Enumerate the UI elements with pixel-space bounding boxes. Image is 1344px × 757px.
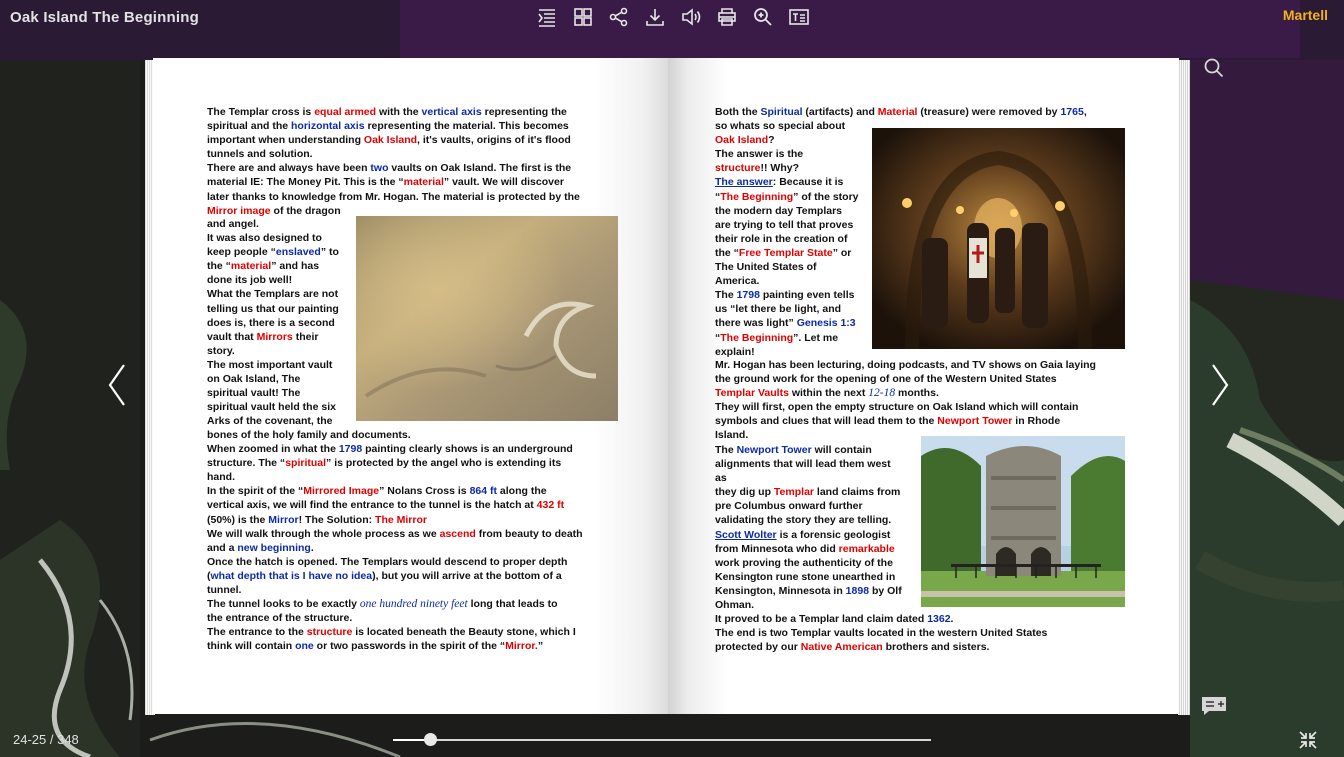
text-run: 1798	[736, 289, 760, 302]
text-run: ), but you will arrive at the bottom of a	[372, 569, 562, 582]
text-run: is a forensic geologist	[776, 528, 891, 541]
text-line	[207, 625, 627, 639]
text-run: Genesis 1:3	[796, 317, 856, 330]
left-text-block-3	[207, 428, 627, 654]
text-line	[715, 414, 1135, 428]
text-run: Newport Tower	[736, 444, 812, 456]
text-run: The tunnel looks to be exactly	[207, 598, 360, 611]
book-right-edge	[1178, 60, 1190, 715]
text-line	[207, 330, 357, 344]
text-run: pre Columbus onward further	[715, 500, 863, 513]
text-run: ” vault. We will discover	[443, 176, 564, 189]
text-run: The United States of	[715, 261, 817, 274]
text-run: The	[715, 289, 737, 302]
text-run: does is, there is a second	[207, 316, 335, 329]
previous-page-icon[interactable]	[106, 362, 128, 408]
thumbnails-button[interactable]	[567, 4, 599, 30]
text-run: We will walk through the whole process as we	[207, 527, 440, 540]
text-run: new beginning	[237, 541, 311, 554]
text-run: vaults on Oak Island. The first is the	[388, 162, 572, 175]
download-button[interactable]	[639, 4, 671, 30]
text-line	[207, 217, 357, 231]
text-line	[207, 358, 357, 372]
text-run: structure	[715, 162, 761, 175]
text-run: vault that	[207, 330, 257, 343]
text-run: the modern day Templars	[715, 204, 843, 217]
text-run: America.	[715, 275, 760, 288]
text-line	[207, 245, 357, 259]
text-run: spiritual and the	[207, 120, 292, 133]
text-run: (treasure) were removed by	[917, 106, 1061, 118]
text-run: us “let there be light, and	[715, 303, 842, 316]
tunnel-torch-image	[872, 128, 1125, 349]
text-run: spiritual vault held the six	[207, 401, 336, 414]
text-run: ascend	[439, 527, 476, 540]
text-run: representing the material. This becomes	[364, 120, 569, 133]
next-page-icon[interactable]	[1209, 362, 1231, 408]
text-run: the entrance of the structure.	[207, 612, 353, 625]
table-of-contents-button[interactable]	[531, 4, 563, 30]
text-run: What the Templars are not	[207, 288, 339, 301]
text-run: 1362	[927, 613, 951, 625]
text-line	[207, 133, 627, 147]
text-run: months.	[895, 387, 939, 400]
toolbar	[531, 4, 815, 30]
text-run: ”. Let me	[793, 331, 839, 344]
sound-button[interactable]	[675, 4, 707, 30]
text-run: and a	[207, 541, 238, 554]
text-run: Arks of the covenant, the	[207, 415, 333, 428]
sound-icon	[680, 6, 702, 28]
left-text-block-2	[207, 217, 357, 428]
text-run: material	[230, 260, 272, 273]
text-view-button[interactable]	[783, 4, 815, 30]
text-run: hand.	[207, 471, 235, 484]
text-run: ” to	[320, 246, 339, 259]
text-run: land claims from	[814, 486, 901, 499]
text-run: spiritual	[285, 457, 327, 470]
text-line	[715, 372, 1135, 386]
text-line	[207, 344, 357, 358]
text-line	[715, 570, 930, 584]
text-run: and angel.	[207, 218, 259, 230]
text-line	[715, 513, 930, 527]
text-line	[715, 528, 930, 542]
page-indicator: 24-25 / 348	[13, 732, 79, 747]
text-run: ” of the story	[793, 190, 859, 203]
text-line	[207, 231, 357, 245]
text-line	[715, 386, 1135, 400]
text-run: long that leads to	[467, 598, 558, 611]
text-run: enslaved	[275, 246, 321, 259]
text-run: Island.	[715, 429, 749, 442]
text-run: The Beginning	[720, 331, 794, 344]
text-run: important when understanding	[207, 134, 364, 147]
text-run: The answer is the	[715, 148, 804, 161]
text-run: “	[715, 331, 721, 344]
text-run: one	[295, 640, 314, 653]
print-icon	[716, 6, 738, 28]
text-line	[207, 513, 627, 527]
text-run: ” and has	[271, 260, 320, 273]
text-run: The most important vault	[207, 358, 333, 371]
text-run: what depth that is I have no idea	[210, 569, 373, 582]
text-run: Mirrors	[256, 330, 293, 343]
text-run: so whats so special about	[715, 120, 846, 133]
text-run: Newport Tower	[937, 415, 1013, 428]
page-slider-handle[interactable]	[424, 733, 437, 746]
text-line	[207, 287, 357, 301]
text-run: with the	[376, 106, 422, 118]
text-run: the ground work for the opening of one of the Western United States	[715, 373, 1057, 386]
text-run: equal armed	[314, 106, 377, 118]
text-run: They will first, open the empty structure on Oak Island which will contain	[715, 401, 1079, 414]
text-line	[207, 498, 627, 512]
text-run: tunnels and solution.	[207, 148, 313, 161]
add-note-icon[interactable]	[1201, 696, 1227, 716]
text-run: It proved to be a Templar land claim dated	[715, 613, 928, 625]
text-line	[715, 598, 930, 612]
text-line	[207, 569, 627, 583]
text-run: ! The Solution:	[298, 513, 376, 526]
text-run: telling us that our painting	[207, 302, 339, 315]
text-run: brothers and sisters.	[882, 641, 990, 654]
text-line	[207, 639, 627, 653]
text-run: , it's vaults, origins of it's flood	[417, 134, 571, 147]
text-line	[207, 484, 627, 498]
text-line	[715, 443, 930, 457]
text-line	[715, 584, 930, 598]
text-line	[207, 259, 357, 273]
text-line	[715, 499, 930, 513]
text-run: Scott Wolter	[715, 528, 777, 541]
text-line	[715, 626, 1135, 640]
text-run: Mirror	[268, 513, 299, 526]
text-run: Ohman.	[715, 599, 755, 612]
text-run: 432 ft	[536, 499, 565, 512]
text-run: “	[715, 190, 721, 203]
text-run: Mirror image	[207, 204, 271, 217]
text-line	[715, 358, 1135, 372]
text-run: The	[715, 444, 737, 456]
text-run: in Rhode	[1012, 415, 1061, 428]
text-run: their role in the creation of	[715, 232, 848, 245]
text-run: symbols and clues that will lead them to the	[715, 415, 938, 428]
text-run: : Because it is	[772, 176, 844, 189]
text-line	[715, 612, 1135, 626]
text-run: (50%) is the	[207, 513, 269, 526]
text-run: material IE: The Money Pit. This is the “	[207, 176, 404, 189]
text-run: the “	[715, 246, 739, 259]
text-run: 1765	[1060, 106, 1084, 118]
text-run: 1798	[338, 443, 363, 456]
text-run: are trying to tell that proves	[715, 218, 854, 231]
print-button[interactable]	[711, 4, 743, 30]
share-icon	[608, 6, 630, 28]
text-line	[207, 161, 627, 175]
text-run: The answer	[715, 176, 773, 189]
text-run: There are and always have been	[207, 162, 371, 175]
text-run: Kensington, Minnesota in	[715, 584, 846, 597]
text-run: work proving the authenticity of the	[715, 556, 893, 569]
exit-fullscreen-icon[interactable]	[1297, 729, 1319, 751]
text-run: The entrance to the	[207, 626, 307, 639]
text-run: !! Why?	[760, 162, 800, 175]
text-line	[207, 400, 357, 414]
text-line	[207, 470, 627, 484]
text-run: remarkable	[838, 542, 895, 555]
text-line	[715, 471, 930, 485]
text-run: 12-18	[868, 387, 896, 400]
text-run: one hundred ninety feet	[359, 598, 468, 611]
text-run: think will contain	[207, 640, 296, 653]
text-view-icon	[788, 6, 810, 28]
text-run: two	[370, 162, 389, 175]
text-run: their	[292, 330, 319, 343]
text-line	[715, 485, 930, 499]
text-run: Mirrored Image	[303, 485, 380, 498]
text-line	[207, 273, 357, 287]
text-run: the “	[207, 260, 231, 273]
text-line	[207, 386, 357, 400]
text-line	[207, 119, 627, 133]
text-run: In the spirit of the “	[207, 485, 304, 498]
text-run: vertical axis, we will find the entrance to the tunnel is the hatch at	[207, 499, 537, 512]
text-run: painting even tells	[759, 289, 855, 302]
text-line	[207, 611, 627, 625]
text-run: ”	[537, 640, 544, 653]
table-of-contents-icon	[536, 6, 558, 28]
text-run: tunnel.	[207, 584, 242, 597]
text-run: painting clearly shows is an underground	[362, 443, 573, 456]
text-run: horizontal axis	[291, 120, 365, 133]
text-run: Both the	[715, 106, 761, 118]
text-line	[207, 105, 627, 119]
page-right[interactable]	[668, 58, 1179, 714]
text-line	[207, 555, 627, 569]
text-run: 864 ft	[469, 485, 497, 498]
text-line	[715, 542, 930, 556]
text-run: structure. The “	[207, 457, 286, 470]
text-run: they dig up	[715, 486, 774, 499]
text-run: Free Templar State	[738, 246, 833, 259]
text-run: The end is two Templar vaults located in the western United States	[715, 627, 1048, 640]
text-line	[207, 428, 627, 442]
page-slider[interactable]	[393, 739, 931, 741]
text-line	[207, 316, 357, 330]
text-run: ” or	[832, 246, 852, 259]
text-run: done its job well!	[207, 274, 293, 287]
text-run: as	[715, 472, 727, 485]
text-line	[207, 527, 627, 541]
brand-logo[interactable]: Martell	[1282, 7, 1328, 23]
text-run: is located beneath the Beauty stone, which I	[352, 626, 576, 639]
text-run: Oak Island	[715, 134, 769, 147]
left-text-block-1	[207, 105, 627, 218]
text-run: (artifacts) and	[802, 106, 878, 118]
text-run: Mirror.	[505, 640, 538, 653]
text-run: It was also designed to	[207, 232, 322, 245]
text-run: The Mirror	[375, 513, 427, 526]
text-run: later thanks to knowledge from Mr. Hogan. The material is protected by the	[207, 190, 580, 203]
text-run: bones of the holy family and documents.	[207, 429, 411, 441]
text-run: validating the story they are telling.	[715, 514, 892, 527]
text-run: from beauty to death	[475, 527, 583, 540]
zoom-button[interactable]	[747, 4, 779, 30]
text-run: structure	[306, 626, 353, 639]
text-run: alignments that will lead them west	[715, 458, 891, 471]
text-line	[207, 175, 627, 189]
text-run: explain!	[715, 345, 755, 358]
text-line	[715, 457, 930, 471]
text-line	[207, 456, 627, 470]
text-run: along the	[497, 485, 547, 498]
text-line	[207, 147, 627, 161]
document-title: Oak Island The Beginning	[10, 9, 199, 26]
thumbnails-icon	[572, 6, 594, 28]
text-run: by Olf	[869, 584, 902, 597]
text-run: from Minnesota who did	[715, 542, 839, 555]
text-run: .	[310, 541, 314, 554]
text-run: ,	[1083, 106, 1087, 118]
zoom-icon	[752, 6, 774, 28]
text-run: within the next	[788, 387, 869, 400]
share-button[interactable]	[603, 4, 635, 30]
right-text-block-3	[715, 443, 930, 612]
text-run: Once the hatch is opened. The Templars would descend to proper depth	[207, 555, 568, 568]
text-run: Templar Vaults	[715, 387, 789, 400]
text-line	[207, 583, 627, 597]
text-run: Templar	[773, 486, 814, 499]
text-line	[207, 442, 627, 456]
text-run: Oak Island	[363, 134, 418, 147]
text-run: Native American	[800, 641, 883, 654]
text-line	[715, 640, 1135, 654]
painting-detail-image	[356, 216, 618, 421]
text-line	[207, 190, 627, 204]
text-run: on Oak Island, The	[207, 373, 301, 386]
text-run: The Beginning	[720, 190, 794, 203]
text-run: ” is protected by the angel who is extending its	[326, 457, 562, 470]
text-run: or two passwords in the spirit of the “	[313, 640, 506, 653]
text-run: of the dragon	[270, 204, 341, 217]
text-run: ?	[768, 134, 775, 147]
text-line	[207, 597, 627, 611]
text-run: (	[207, 569, 211, 582]
text-line	[207, 372, 357, 386]
text-line	[207, 302, 357, 316]
right-text-block-4	[715, 612, 1135, 654]
text-run: 1898	[845, 584, 870, 597]
right-text-block-2	[715, 358, 1135, 443]
text-line	[207, 414, 357, 428]
text-run: spiritual vault! The	[207, 387, 301, 400]
text-run: Kensington rune stone unearthed in	[715, 570, 896, 583]
text-run: representing the	[481, 106, 567, 118]
text-run: Material	[877, 106, 918, 118]
newport-tower-image	[921, 436, 1125, 607]
text-line	[715, 400, 1135, 414]
text-run: Mr. Hogan has been lecturing, doing podcasts, and TV shows on Gaia laying	[715, 359, 1096, 371]
text-run: The Templar cross is	[207, 106, 315, 118]
page-left[interactable]	[153, 58, 668, 714]
text-line	[207, 541, 627, 555]
text-run: .	[950, 613, 954, 625]
text-run: story.	[207, 344, 235, 357]
text-run: ” Nolans Cross is	[379, 485, 470, 498]
text-run: will contain	[811, 444, 872, 456]
text-line	[715, 556, 930, 570]
text-run: Spiritual	[760, 106, 803, 118]
text-run: material	[403, 176, 444, 189]
text-run: vertical axis	[421, 106, 482, 118]
text-run: there was light”	[715, 317, 797, 330]
text-run: keep people “	[207, 246, 276, 259]
text-run: When zoomed in what the	[207, 443, 339, 456]
download-icon	[644, 6, 666, 28]
text-run: protected by our	[715, 641, 801, 654]
search-icon[interactable]	[1202, 56, 1226, 80]
text-line	[715, 105, 1135, 119]
